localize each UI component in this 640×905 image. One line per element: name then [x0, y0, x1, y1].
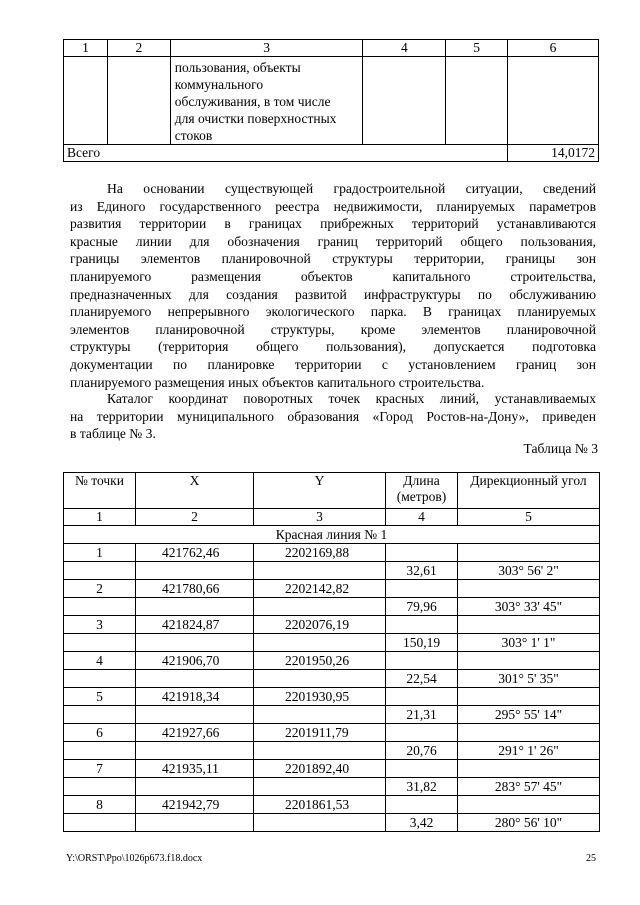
table-cell	[64, 778, 136, 796]
file-path: Y:\ORST\Ppo\1026p673.f18.docx	[66, 853, 203, 864]
point-number: 5	[64, 688, 136, 706]
table-cell	[386, 724, 458, 742]
header-direction-angle: Дирекционный угол	[458, 473, 600, 509]
direction-angle: 303° 56' 2"	[458, 562, 600, 580]
segment-row	[64, 778, 600, 796]
table-caption: Таблица № 3	[523, 441, 598, 456]
text-line: документации по планировке территории с установлением границ зон	[70, 356, 596, 372]
point-row	[64, 724, 600, 742]
y-coordinate: 2201892,40	[254, 760, 386, 778]
coordinates-body	[64, 544, 600, 832]
description-line: обслуживания, в том числе	[174, 94, 331, 109]
segment-length: 3,42	[386, 814, 458, 832]
column-number: 4	[386, 509, 458, 526]
point-row	[64, 544, 600, 562]
segment-row	[64, 742, 600, 760]
table-cell	[136, 562, 254, 580]
table-cell	[458, 652, 600, 670]
column-number: 6	[508, 40, 599, 57]
table-cell	[136, 742, 254, 760]
table-cell	[458, 724, 600, 742]
y-coordinate: 2202142,82	[254, 580, 386, 598]
total-row	[64, 145, 599, 162]
table-cell	[64, 814, 136, 832]
text-line: структуры (территория общего пользования), допускается подготовка	[70, 339, 596, 355]
x-coordinate: 421762,46	[136, 544, 254, 562]
table-cell	[458, 544, 600, 562]
x-coordinate: 421942,79	[136, 796, 254, 814]
segment-row	[64, 562, 600, 580]
section-title: Красная линия № 1	[64, 526, 600, 544]
table-cell	[363, 57, 446, 145]
segment-length: 22,54	[386, 670, 458, 688]
table-header-row	[64, 40, 599, 57]
point-number: 2	[64, 580, 136, 598]
table-cell	[386, 688, 458, 706]
table-cell	[64, 742, 136, 760]
direction-angle: 301° 5' 35"	[458, 670, 600, 688]
segment-row	[64, 706, 600, 724]
table-cell	[254, 706, 386, 724]
table-cell	[64, 670, 136, 688]
table-cell	[254, 562, 386, 580]
text-line: границы элементов планировочной структуры территории, границы зон	[70, 251, 596, 267]
table-cell	[254, 634, 386, 652]
point-row	[64, 652, 600, 670]
x-coordinate: 421906,70	[136, 652, 254, 670]
total-value: 14,0172	[508, 145, 599, 162]
table-cell	[136, 814, 254, 832]
column-number: 1	[64, 40, 108, 57]
column-number: 3	[254, 509, 386, 526]
x-coordinate: 421918,34	[136, 688, 254, 706]
description-line: пользования, объекты	[174, 60, 301, 75]
description-line: коммунального	[174, 77, 264, 92]
point-number: 8	[64, 796, 136, 814]
column-number: 3	[170, 40, 363, 57]
direction-angle: 303° 33' 45"	[458, 598, 600, 616]
description-line: для очистки поверхностных	[174, 111, 337, 126]
table-cell	[386, 760, 458, 778]
table-cell	[136, 634, 254, 652]
table-cell	[254, 778, 386, 796]
direction-angle: 303° 1' 1"	[458, 634, 600, 652]
point-row	[64, 796, 600, 814]
table-row	[64, 57, 599, 145]
table-cell	[386, 616, 458, 634]
section-row	[64, 526, 600, 544]
point-number: 7	[64, 760, 136, 778]
catalog-paragraph	[70, 390, 596, 443]
header-x: X	[136, 473, 254, 509]
text-line: предназначенных для создания развитой инфраструктуры по обслуживанию	[70, 286, 596, 302]
text-line: развития территории в границах прибрежных территорий устанавливаются	[70, 216, 596, 232]
column-number: 1	[64, 509, 136, 526]
table-cell	[254, 598, 386, 616]
column-numbers-row	[64, 509, 600, 526]
total-label: Всего	[64, 145, 508, 162]
segment-length: 150,19	[386, 634, 458, 652]
y-coordinate: 2201930,95	[254, 688, 386, 706]
text-line: планируемого размещения иных объектов капитального строительства.	[70, 374, 485, 390]
point-number: 3	[64, 616, 136, 634]
segment-row	[64, 598, 600, 616]
land-use-table-continuation	[63, 39, 599, 162]
table-cell	[386, 652, 458, 670]
text-line: планируемого размещения объектов капитального строительства,	[70, 268, 596, 284]
text-line: элементов планировочной структуры, кроме элементов планировочной	[70, 321, 596, 337]
table-cell	[136, 598, 254, 616]
table-cell	[254, 814, 386, 832]
x-coordinate: 421935,11	[136, 760, 254, 778]
table-cell	[458, 616, 600, 634]
y-coordinate: 2201911,79	[254, 724, 386, 742]
table-cell	[254, 670, 386, 688]
table-cell	[458, 796, 600, 814]
main-paragraph	[70, 180, 596, 391]
table-cell	[136, 670, 254, 688]
text-line: На основании существующей градостроительной ситуации, сведений	[107, 181, 596, 196]
column-number: 2	[107, 40, 170, 57]
x-coordinate: 421780,66	[136, 580, 254, 598]
segment-length: 21,31	[386, 706, 458, 724]
table-cell	[386, 544, 458, 562]
segment-length: 31,82	[386, 778, 458, 796]
point-row	[64, 688, 600, 706]
table-cell	[64, 562, 136, 580]
x-coordinate: 421927,66	[136, 724, 254, 742]
table-cell	[136, 778, 254, 796]
point-number: 6	[64, 724, 136, 742]
table-cell	[64, 598, 136, 616]
direction-angle: 291° 1' 26"	[458, 742, 600, 760]
table-cell	[458, 760, 600, 778]
direction-angle: 295° 55' 14"	[458, 706, 600, 724]
table-cell	[64, 706, 136, 724]
segment-length: 20,76	[386, 742, 458, 760]
segment-row	[64, 634, 600, 652]
coordinates-table	[63, 472, 600, 832]
land-use-description	[170, 57, 363, 145]
y-coordinate: 2202169,88	[254, 544, 386, 562]
table-cell	[386, 796, 458, 814]
text-line: в таблице № 3.	[70, 426, 156, 442]
y-coordinate: 2201950,26	[254, 652, 386, 670]
segment-row	[64, 670, 600, 688]
column-number: 2	[136, 509, 254, 526]
table-cell	[136, 706, 254, 724]
table-cell	[64, 57, 108, 145]
table-header-row	[64, 473, 600, 509]
table-cell	[508, 57, 599, 145]
point-row	[64, 580, 600, 598]
point-row	[64, 760, 600, 778]
point-row	[64, 616, 600, 634]
text-line: планируемого непрерывного экологического парка. В границах планируемых	[70, 304, 596, 320]
segment-length: 32,61	[386, 562, 458, 580]
table-cell	[64, 634, 136, 652]
header-point-number: № точки	[64, 473, 136, 509]
point-number: 1	[64, 544, 136, 562]
direction-angle: 283° 57' 45"	[458, 778, 600, 796]
segment-row	[64, 814, 600, 832]
column-number: 5	[446, 40, 508, 57]
y-coordinate: 2201861,53	[254, 796, 386, 814]
y-coordinate: 2202076,19	[254, 616, 386, 634]
description-line: стоков	[174, 128, 213, 143]
table-cell	[446, 57, 508, 145]
column-number: 4	[363, 40, 446, 57]
header-length: Длина (метров)	[386, 473, 458, 509]
text-line: на территории муниципального образования «Город Ростов-на-Дону», приведен	[70, 408, 596, 424]
point-number: 4	[64, 652, 136, 670]
direction-angle: 280° 56' 10"	[458, 814, 600, 832]
text-line: Каталог координат поворотных точек красных линий, устанавливаемых	[107, 391, 596, 406]
table-cell	[254, 742, 386, 760]
table-cell	[458, 688, 600, 706]
segment-length: 79,96	[386, 598, 458, 616]
header-y: Y	[254, 473, 386, 509]
x-coordinate: 421824,87	[136, 616, 254, 634]
table-cell	[386, 580, 458, 598]
table-cell	[107, 57, 170, 145]
text-line: из Единого государственного реестра недвижимости, планируемых параметров	[70, 198, 596, 214]
table-cell	[458, 580, 600, 598]
text-line: красные линии для обозначения границ территорий общего пользования,	[70, 233, 596, 249]
column-number: 5	[458, 509, 600, 526]
page-number: 25	[586, 853, 596, 864]
